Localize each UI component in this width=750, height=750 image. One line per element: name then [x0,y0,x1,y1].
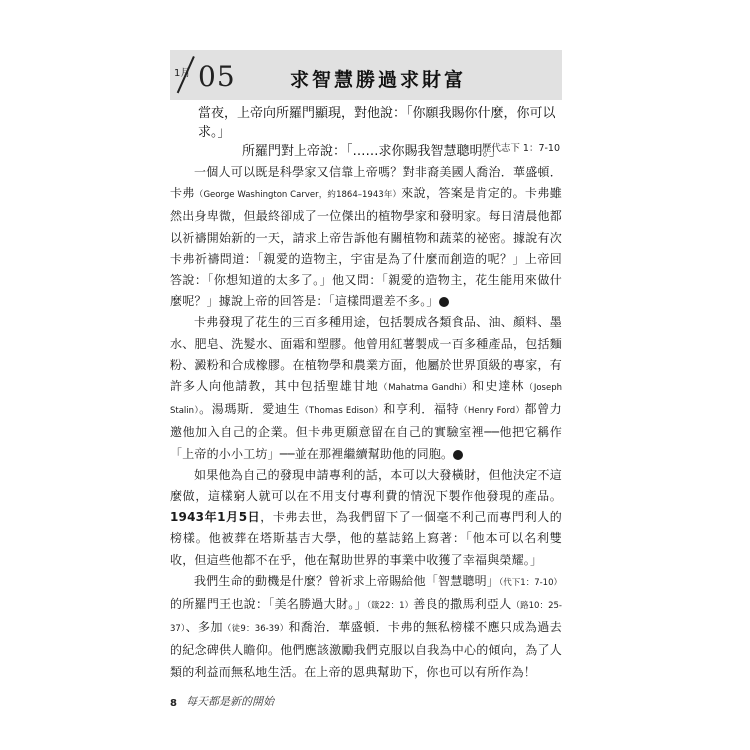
body-text [170,162,562,683]
p4-text-b: 的所羅門王也說：「美名勝過大財。」 [170,597,367,612]
p1-note-1: （George Washington Carver，約1864–1943年） [194,190,402,201]
p2-note-1: （Mahatma Gandhi） [378,383,473,394]
page-number: 8 [170,698,177,709]
book-logo-mark: 每天都是新的開始 [186,695,274,708]
p2-note-3: （Thomas Edison） [300,406,384,417]
p2-note-4: （Henry Ford） [459,406,525,417]
p4-note-1: （代下1：7-10） [499,577,562,588]
p2-text-b: 和史達林 [472,379,525,394]
p4-text-c: 善良的撒馬利亞人 [413,597,512,612]
p3-text-a: 如果他為自己的發現申請專利的話，本可以大發橫財，但他決定不這麼做，這樣窮人就可以在不用支付專利費的情況下製作他發現的產品。 [170,467,562,504]
p1-text-a: 一個人可以既是科學家又信靠上帝嗎？對非裔美國人喬治．華盛頓．卡弗 [170,165,562,201]
note-badge-10: 10 [439,297,449,307]
paragraph-4 [170,571,562,683]
p4-note-3: （路10：25-37） [170,601,563,635]
p4-note-4: （徒9：36-39） [222,624,289,635]
p1-text-b: 來說，答案是肯定的。卡弗雖然出身卑微，但最終卻成了一位傑出的植物學家和發明家。每日清晨他都以祈禱開始新的一天，請求上帝告訴他有關植物和蔬菜的祕密。據說有次卡弗祈禱問道：「親愛的造物主，宇宙是為了什麼而創造的呢？」上帝回答說：「你想知道的太多了。」他又問：「親愛的造物主，花生能用來做什麼呢？」據說上帝的回答是：「這樣問還差不多。」 [170,186,562,309]
p2-text-e: 都曾力邀他加入自己的企業。但卡弗更願意留在自己的實驗室裡──他把它稱作「上帝的小小工坊」──並在那裡繼續幫助他的同胞。 [170,402,562,461]
note-badge-11: 11 [453,450,463,460]
paragraph-2 [170,312,562,464]
verse-line-2: 所羅門對上帝說：「……求你賜我智慧聰明。」 [242,144,503,159]
p3-text-b: ，卡弗去世，為我們留下了一個毫不利己而專門利人的榜樣。他被葬在塔斯基吉大學，他的墓誌銘上寫著：「他本可以名利雙收，但這些他都不在乎，他在幫助世界的事業中收獲了幸福與榮耀。」 [170,510,562,567]
p4-text-a: 我們生命的動機是什麼？曾祈求上帝賜給他「智慧聰明」 [194,573,500,588]
verse-reference: 歷代志下 1：7-10 [481,143,560,154]
p2-text-a: 卡弗發現了花生的三百多種用途，包括製成各類食品、油、顏料、墨水、肥皂、洗髮水、面霜和塑膠。他曾用紅薯製成一百多種產品，包括麵粉、澱粉和合成橡膠。在植物學和農業方面，他屬於世界頂級的專家，有許多人向他請教，其中包括聖雄甘地 [170,315,562,394]
paragraph-3 [170,465,562,571]
p2-note-2: （Joseph Stalin） [170,383,562,417]
p3-date-bold: 1943年1月5日 [170,510,261,525]
verse-line-1: 當夜，上帝向所羅門顯現，對他說：「你願我賜你什麼，你可以求。」 [198,106,556,140]
page-title: 求智慧勝過求財富 [290,69,467,91]
p2-text-d: 和亨利．福特 [383,402,460,417]
p2-text-c: 。湯瑪斯．愛迪生 [199,402,301,417]
date-month: 1月 [174,68,191,79]
p4-note-2: （箴22：1） [366,601,414,612]
p4-text-d: 、多加 [185,620,223,635]
p4-text-e: 和喬治．華盛頓．卡弗的無私榜樣不應只成為過去的紀念碑供人瞻仰。他們應該激勵我們克服以自我為中心的傾向，為了人類的利益而無私地生活。在上帝的恩典幫助下，你也可以有所作為！ [170,620,563,679]
paragraph-1 [170,162,562,312]
date-day: 05 [198,60,236,93]
